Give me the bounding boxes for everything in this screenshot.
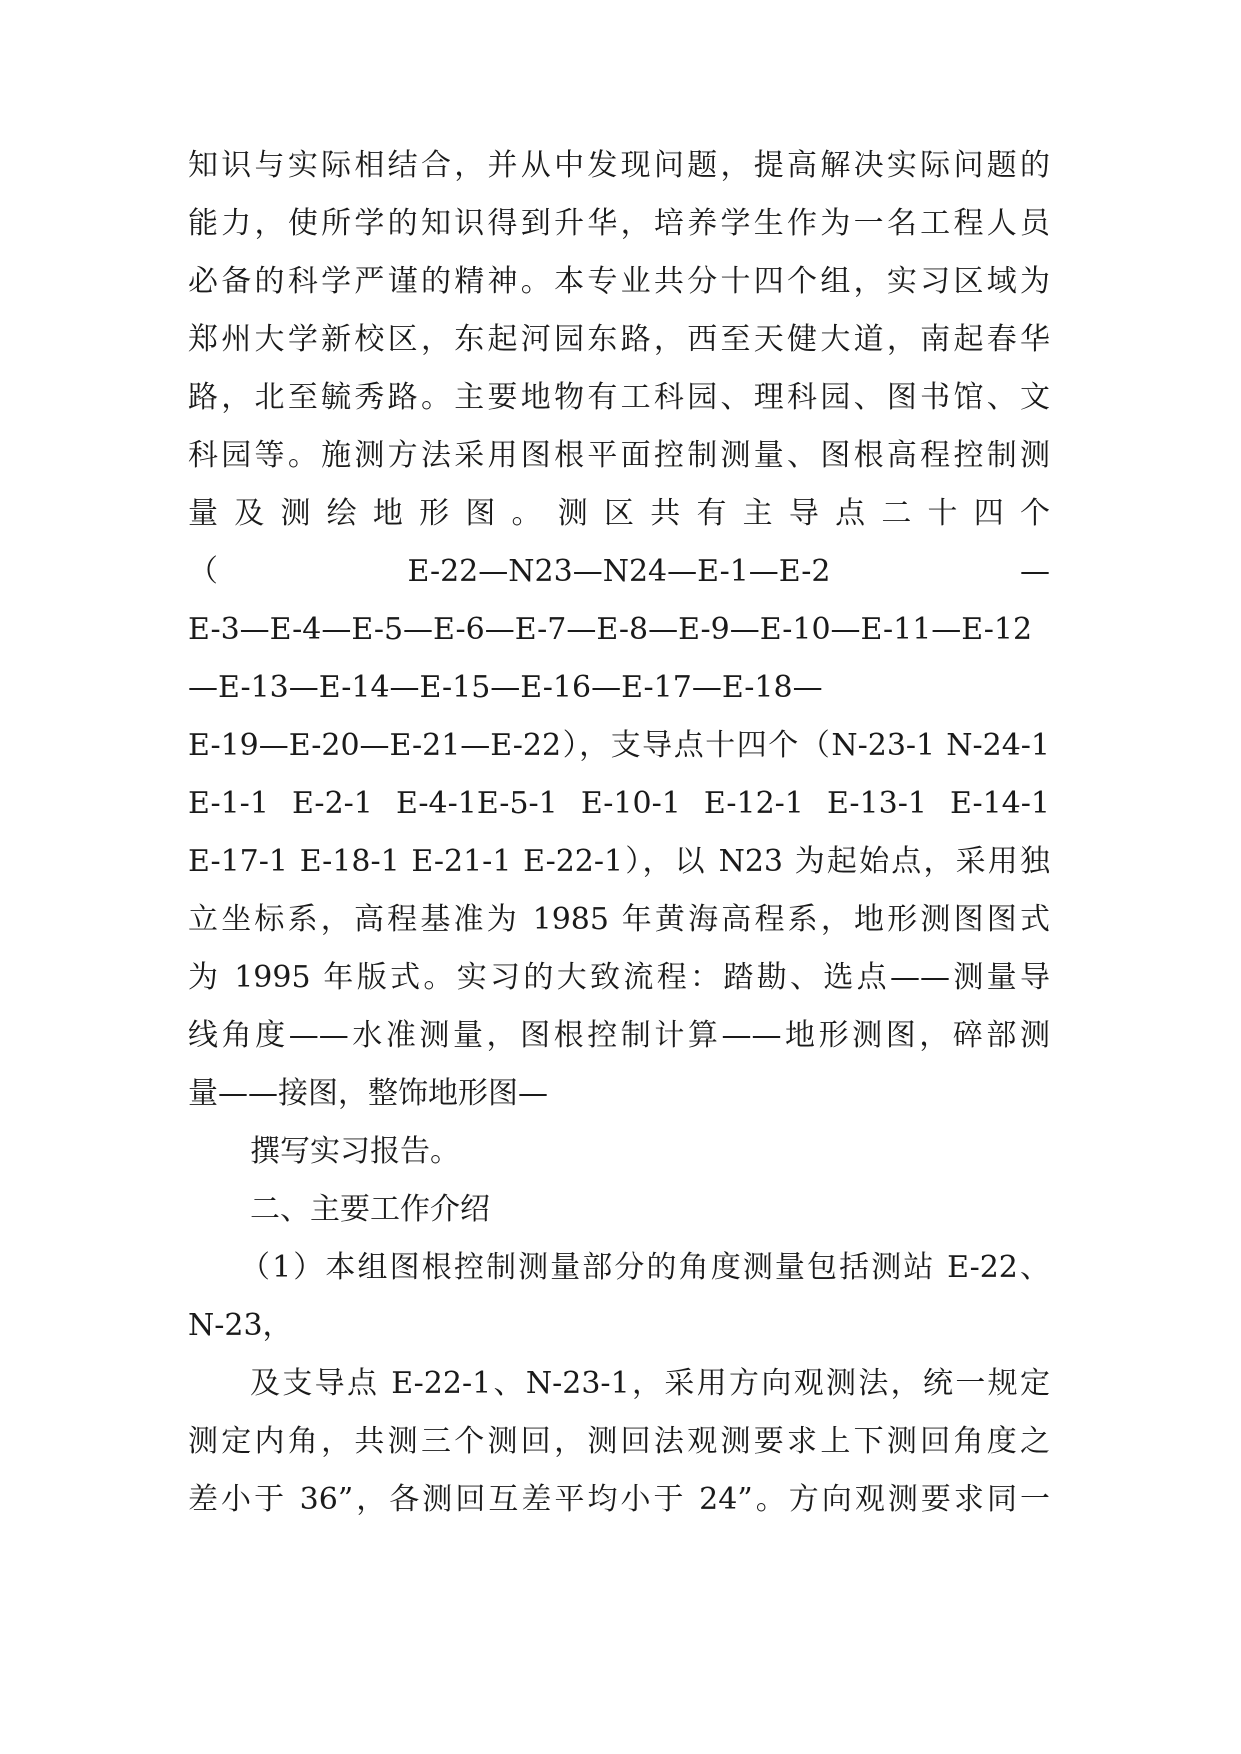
text-line-route [188,550,1050,594]
route-segment: E-22—N23—N24—E-1—E-2 [407,554,831,589]
text-line: 为 1995 年版式。实习的大致流程：踏勘、选点——测量导 [188,960,1050,995]
text-line: E-19—E-20—E-21—E-22），支导点十四个（N-23-1 N-24-1 [188,728,1050,763]
route-open-paren: （ [188,554,218,589]
text-line: E-1-1 E-2-1 E-4-1E-5-1 E-10-1 E-12-1 E-13-1 E-14-1 [188,786,1050,821]
text-line: 郑州大学新校区，东起河园东路，西至天健大道，南起春华 [188,322,1050,357]
text-line: 科园等。施测方法采用图根平面控制测量、图根高程控制测 [188,438,1050,473]
text-line: 测定内角，共测三个测回，测回法观测要求上下测回角度之 [188,1424,1050,1459]
section-heading: 二、主要工作介绍 [250,1192,490,1227]
text-line: 差小于 36”，各测回互差平均小于 24”。方向观测要求同一 [188,1482,1050,1517]
text-line: 撰写实习报告。 [250,1134,460,1169]
text-line: 知识与实际相结合，并从中发现问题，提高解决实际问题的 [188,148,1050,183]
text-line: E-17-1 E-18-1 E-21-1 E-22-1），以 N23 为起始点，采用独 [188,844,1050,879]
text-line: E-3—E-4—E-5—E-6—E-7—E-8—E-9—E-10—E-11—E-12 [188,612,1033,647]
text-line: 及支导点 E-22-1、N-23-1，采用方向观测法，统一规定 [250,1366,1050,1401]
text-line: 立坐标系，高程基准为 1985 年黄海高程系，地形测图图式 [188,902,1050,937]
text-line: 量 及 测 绘 地 形 图 。 测 区 共 有 主 导 点 二 十 四 个 [188,496,1050,531]
text-line: 路，北至毓秀路。主要地物有工科园、理科园、图书馆、文 [188,380,1050,415]
text-line: 线角度——水准测量，图根控制计算——地形测图，碎部测 [188,1018,1050,1053]
route-dash: — [1019,554,1050,589]
text-line: N-23， [188,1308,293,1343]
text-line: （1）本组图根控制测量部分的角度测量包括测站 E-22、 [240,1250,1050,1285]
text-line: 必备的科学严谨的精神。本专业共分十四个组，实习区域为 [188,264,1050,299]
text-line: 能力，使所学的知识得到升华，培养学生作为一名工程人员 [188,206,1050,241]
text-line: 量——接图，整饰地形图— [188,1076,548,1111]
text-line: —E-13—E-14—E-15—E-16—E-17—E-18— [188,670,823,705]
